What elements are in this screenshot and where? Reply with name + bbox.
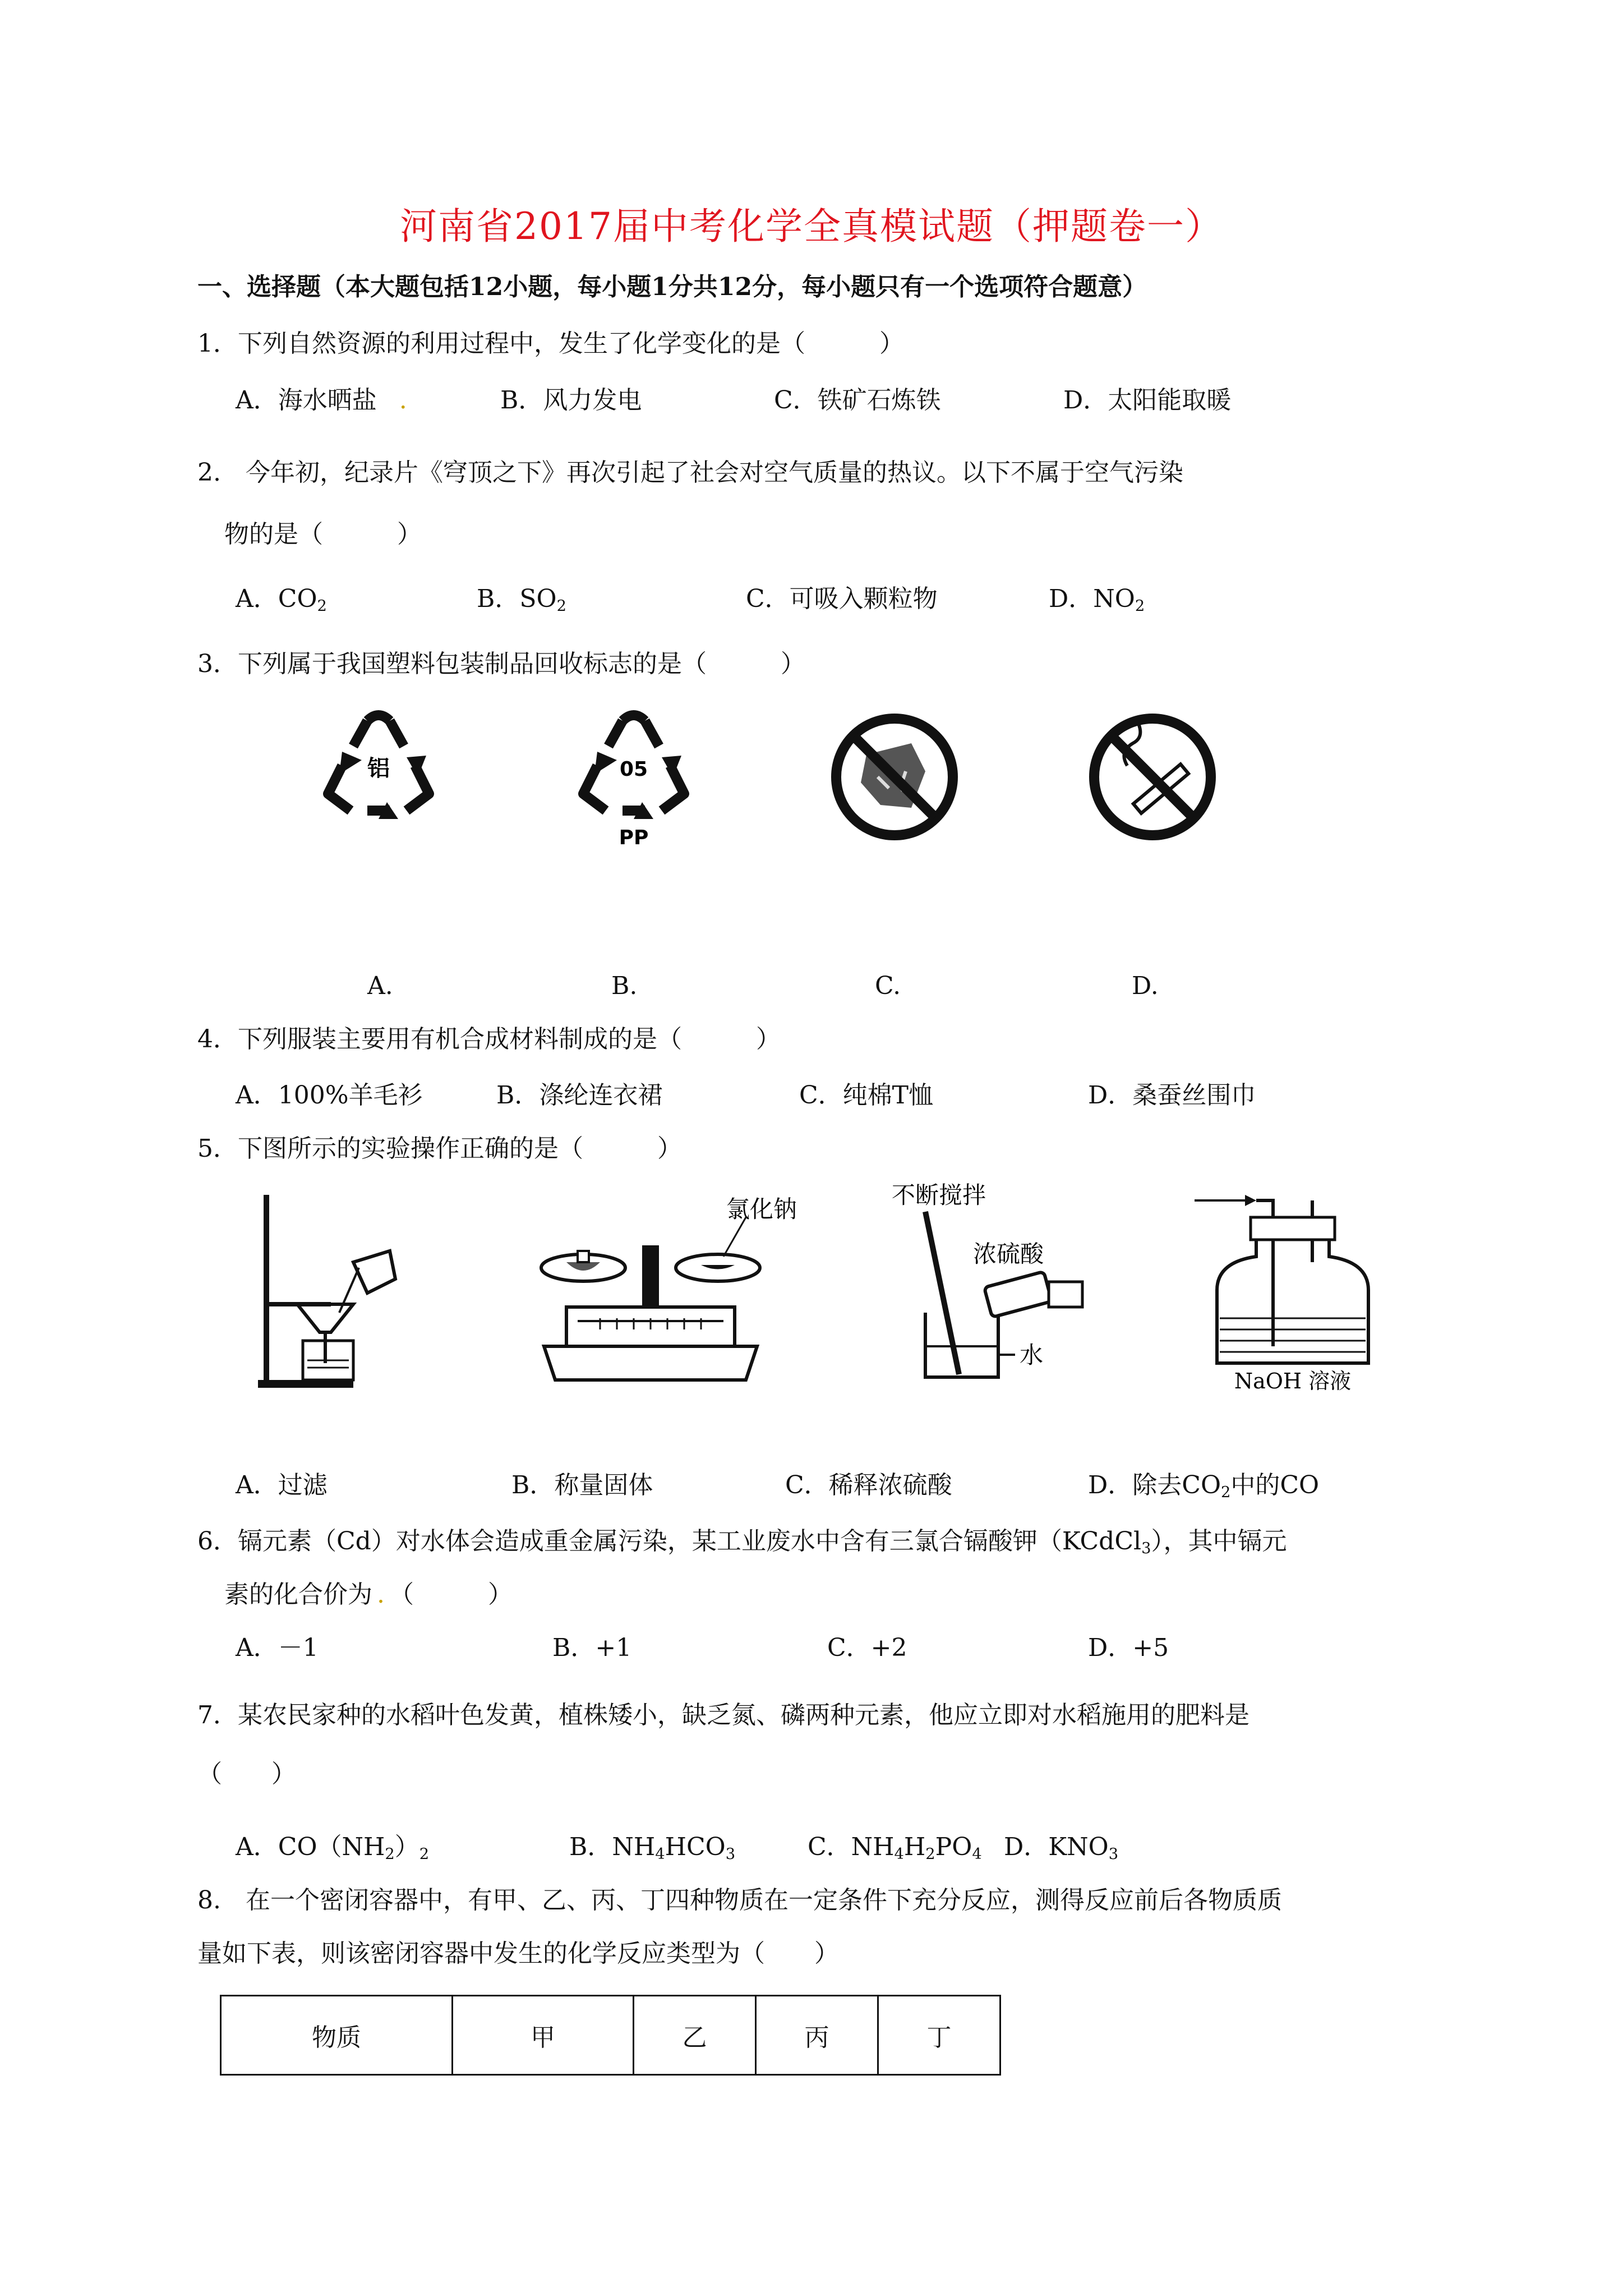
q4-option-c: C．纯棉T恤 — [799, 1081, 934, 1110]
q6-option-b: B．+1 — [552, 1634, 632, 1662]
q6-option-a: A．－1 — [236, 1634, 319, 1662]
table-header-cell: 丙 — [756, 1996, 878, 2075]
q1-option-a: A．海水晒盐 . — [236, 386, 407, 415]
q1-option-d: D．太阳能取暖 — [1063, 386, 1232, 415]
q5-option-c: C．稀释浓硫酸 — [785, 1471, 952, 1499]
recycle-aluminum-label: 铝 — [367, 756, 390, 781]
q7-option-a: A．$CO(NH_2)_2$ — [236, 1833, 430, 1863]
q8-table — [220, 1995, 1001, 2076]
q3-stem: 3．下列属于我国塑料包装制品回收标志的是（ ） — [197, 650, 805, 678]
balance-scale-icon — [533, 1178, 797, 1391]
q2-option-a: A．$CO_2$ — [236, 585, 327, 615]
q3-option-a: A. — [367, 972, 393, 1000]
q6-option-d: D．+5 — [1088, 1634, 1169, 1662]
q5-option-b: B．称量固体 — [511, 1471, 653, 1499]
balance-label-nacl: 氯化钠 — [726, 1195, 797, 1223]
q4-option-b: B．涤纶连衣裙 — [496, 1081, 663, 1110]
q5-stem: 5．下图所示的实验操作正确的是（ ） — [197, 1134, 682, 1163]
q1-option-c: C．铁矿石炼铁 — [774, 386, 941, 415]
q6-option-c: C．+2 — [827, 1634, 907, 1662]
table-row — [221, 1996, 1000, 2075]
q1-stem: 1．下列自然资源的利用过程中，发生了化学变化的是（ ） — [197, 329, 904, 358]
page-title: 河南省2017届中考化学全真模试题（押题卷一） — [400, 205, 1223, 248]
bottle-label-naoh: NaOH 溶液 — [1234, 1369, 1352, 1393]
q6-stem: 6．镉元素（Cd）对水体会造成重金属污染，某工业废水中含有三氯合镉酸钾（KCdCl$_3$），其中镉元 — [197, 1527, 1287, 1557]
q1-option-b: B．风力发电 — [500, 386, 642, 415]
dilution-apparatus-icon — [875, 1178, 1122, 1391]
q7-option-b: B．$NH_4HCO_3$ — [569, 1833, 736, 1863]
q4-stem: 4．下列服装主要用有机合成材料制成的是（ ） — [197, 1025, 781, 1053]
q2-stem-line2: 物的是（ ） — [224, 520, 422, 549]
recycle-aluminum-icon — [314, 704, 443, 827]
dilution-label-stir: 不断搅拌 — [892, 1181, 986, 1209]
q8-stem: 8. 在一个密闭容器中，有甲、乙、丙、丁四种物质在一定条件下充分反应，测得反应前后各物质质 — [197, 1886, 1282, 1915]
dilution-label-acid: 浓硫酸 — [973, 1240, 1044, 1268]
q4-option-d: D．桑蚕丝围巾 — [1088, 1081, 1256, 1110]
no-deforestation-icon — [827, 710, 962, 844]
table-header-cell: 甲 — [453, 1996, 634, 2075]
q3-option-c: C. — [875, 972, 901, 1000]
q3-option-d: D. — [1132, 972, 1159, 1000]
q5-option-a: A．过滤 — [236, 1471, 328, 1499]
recycle-pp-icon — [569, 704, 698, 850]
table-header-cell: 丁 — [878, 1996, 1000, 2075]
no-smoking-icon — [1085, 710, 1220, 844]
filtration-apparatus-icon — [247, 1184, 398, 1391]
table-header-cell: 乙 — [634, 1996, 756, 2075]
q2-option-c: C．可吸入颗粒物 — [746, 585, 938, 613]
q6-stem-line2: 素的化合价为 . （ ） — [224, 1580, 513, 1609]
q7-option-d: D．$KNO_3$ — [1004, 1833, 1119, 1863]
q7-stem-line2: （ ） — [197, 1760, 296, 1788]
recycle-pp-number: 05 — [619, 758, 648, 781]
gas-washing-bottle-icon — [1183, 1178, 1374, 1397]
section-heading: 一、选择题（本大题包括12小题，每小题1分共12分，每小题只有一个选项符合题意） — [197, 273, 1147, 301]
q8-stem-line2: 量如下表，则该密闭容器中发生的化学反应类型为（ ） — [197, 1939, 839, 1968]
q2-option-d: D．$NO_2$ — [1049, 585, 1145, 615]
dilution-label-water: 水 — [1020, 1341, 1044, 1369]
q7-stem: 7．某农民家种的水稻叶色发黄，植株矮小，缺乏氮、磷两种元素，他应立即对水稻施用的肥料是 — [197, 1701, 1249, 1729]
q2-stem: 2. 今年初，纪录片《穹顶之下》再次引起了社会对空气质量的热议。以下不属于空气污染 — [197, 458, 1183, 487]
q5-option-d: D．除去$CO_2$中的CO — [1088, 1471, 1320, 1501]
table-header-cell: 物质 — [221, 1996, 453, 2075]
q3-option-b: B. — [611, 972, 638, 1000]
q2-option-b: B．$SO_2$ — [477, 585, 566, 615]
q4-option-a: A．100%羊毛衫 — [236, 1081, 423, 1110]
recycle-pp-caption: PP — [619, 826, 649, 849]
q7-option-c: C．$NH_4H_2PO_4$ — [808, 1833, 982, 1863]
